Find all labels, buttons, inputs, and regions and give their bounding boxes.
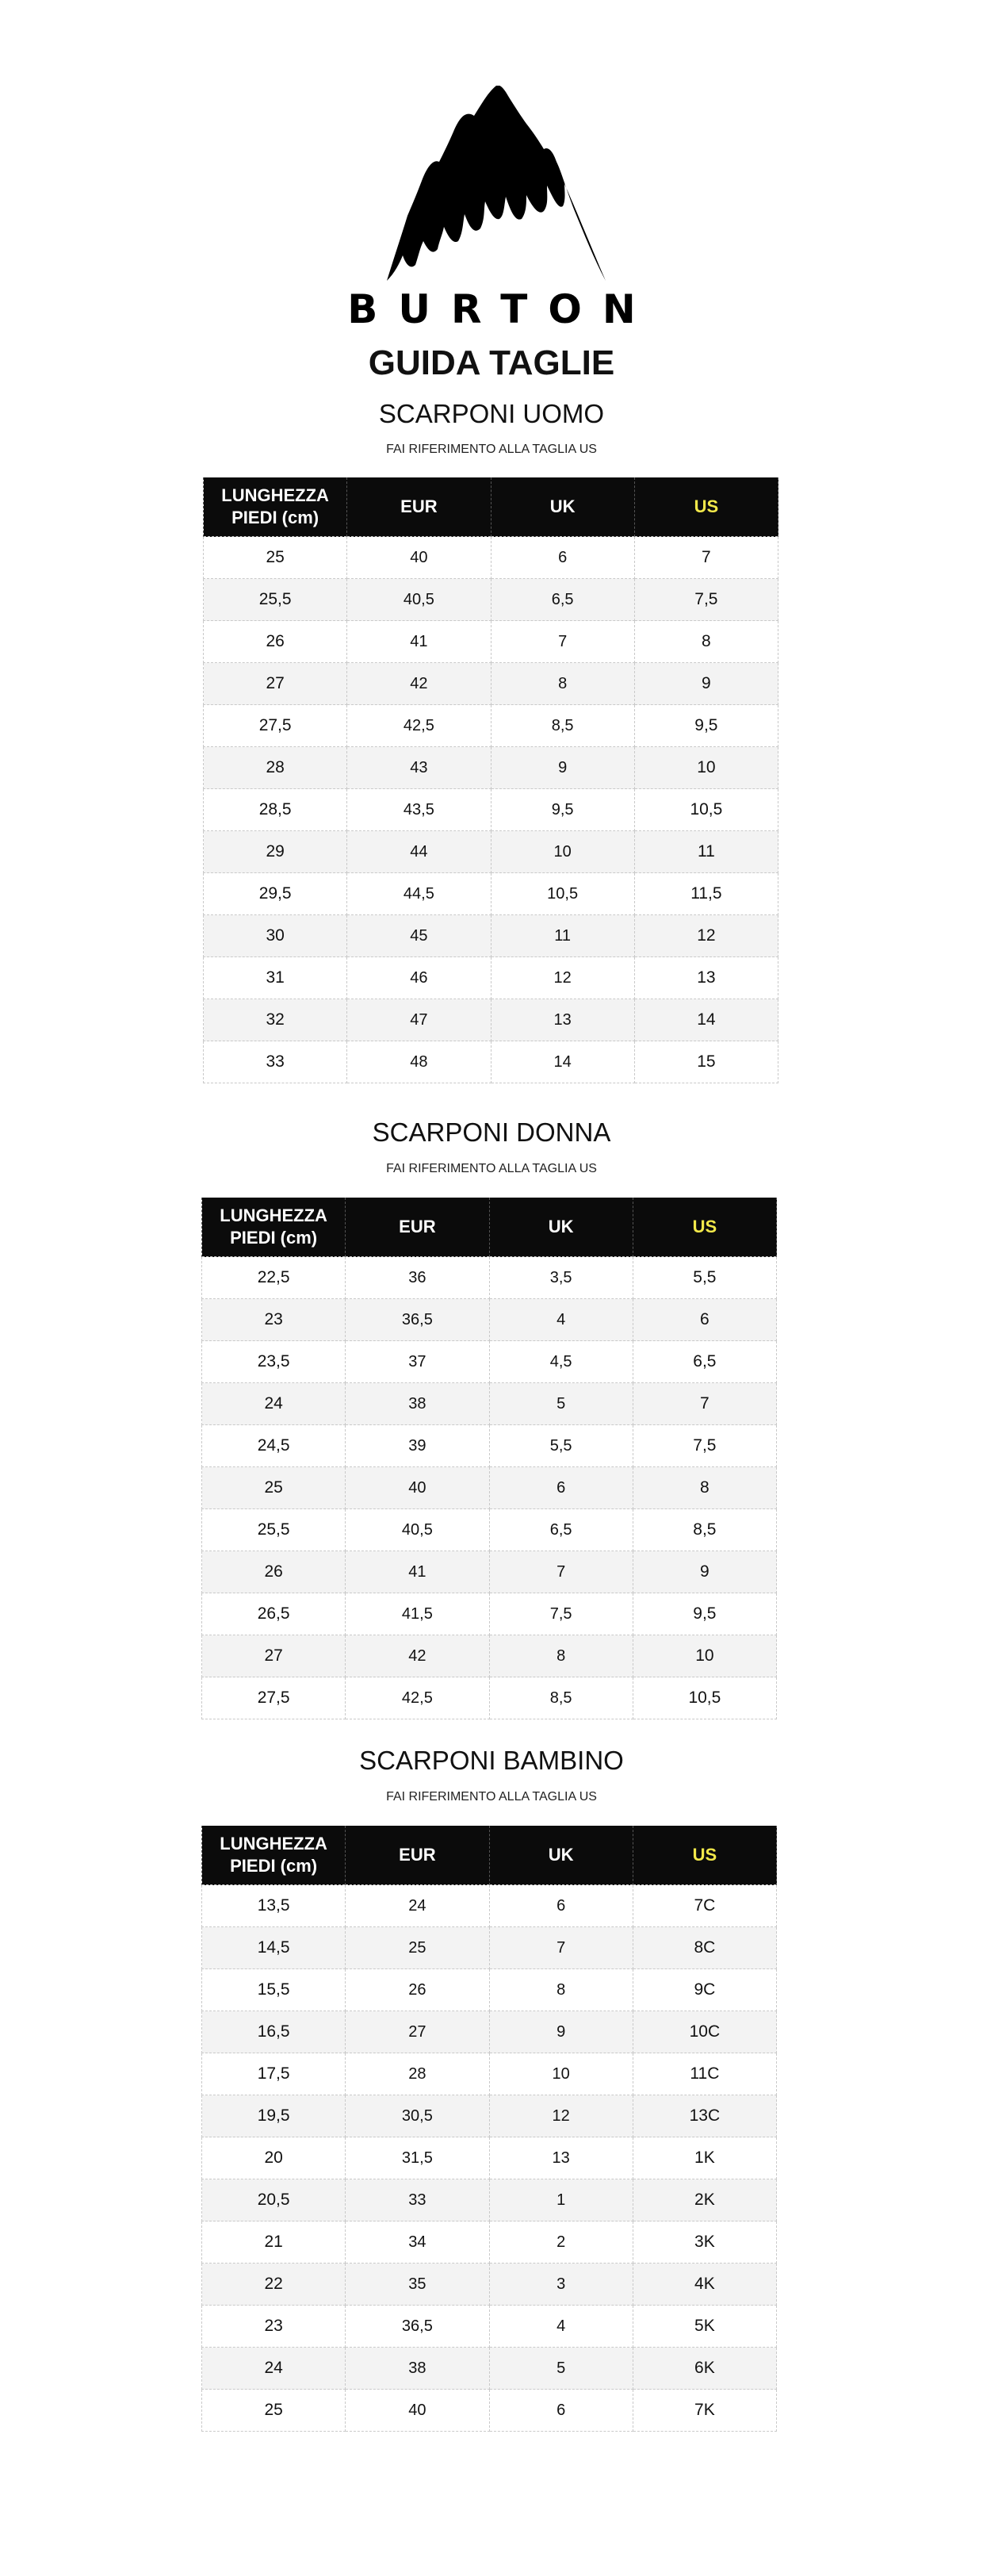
cell-us: 9	[633, 1551, 776, 1593]
cell-us: 2K	[633, 2179, 776, 2221]
cell-eur: 34	[346, 2221, 489, 2264]
cell-us: 10C	[633, 2011, 776, 2053]
column-header-length: LUNGHEZZA PIEDI (cm)	[202, 1826, 346, 1885]
cell-eur: 46	[347, 957, 491, 999]
cell-us: 9	[634, 663, 778, 705]
cell-eur: 30,5	[346, 2095, 489, 2137]
cell-eur: 28	[346, 2053, 489, 2095]
cell-length: 25,5	[204, 579, 347, 621]
cell-eur: 36	[346, 1257, 489, 1299]
column-header-us: US	[634, 477, 778, 537]
cell-uk: 12	[491, 957, 634, 999]
table-header-row	[204, 477, 778, 537]
table-row	[204, 789, 778, 831]
cell-eur: 35	[346, 2264, 489, 2306]
cell-length: 21	[202, 2221, 346, 2264]
cell-uk: 8,5	[489, 1677, 633, 1719]
table-row	[202, 2390, 777, 2432]
cell-length: 23	[202, 1299, 346, 1341]
cell-us: 13	[634, 957, 778, 999]
cell-us: 5K	[633, 2306, 776, 2348]
cell-us: 11C	[633, 2053, 776, 2095]
cell-us: 8	[633, 1467, 776, 1509]
cell-us: 8,5	[633, 1509, 776, 1551]
cell-us: 7C	[633, 1885, 776, 1927]
table-row	[202, 1467, 777, 1509]
table-header-row	[202, 1826, 777, 1885]
cell-eur: 40	[347, 537, 491, 579]
table-row	[202, 1677, 777, 1719]
table-row	[204, 705, 778, 747]
cell-eur: 24	[346, 1885, 489, 1927]
cell-uk: 7	[489, 1927, 633, 1969]
table-row	[204, 1041, 778, 1083]
table-row	[204, 621, 778, 663]
cell-length: 29,5	[204, 873, 347, 915]
section-title-donna: SCARPONI DONNA	[372, 1117, 611, 1147]
cell-eur: 43	[347, 747, 491, 789]
cell-length: 28	[204, 747, 347, 789]
table-row	[202, 2264, 777, 2306]
cell-eur: 48	[347, 1041, 491, 1083]
cell-eur: 45	[347, 915, 491, 957]
cell-us: 8	[634, 621, 778, 663]
cell-eur: 26	[346, 1969, 489, 2011]
cell-us: 12	[634, 915, 778, 957]
cell-uk: 6,5	[491, 579, 634, 621]
cell-us: 10	[633, 1635, 776, 1677]
table-row	[202, 1885, 777, 1927]
table-row	[204, 537, 778, 579]
cell-us: 14	[634, 999, 778, 1041]
cell-length: 27,5	[204, 705, 347, 747]
cell-eur: 44,5	[347, 873, 491, 915]
table-row	[202, 1383, 777, 1425]
brand-wordmark: BURTON	[347, 286, 656, 332]
cell-us: 10,5	[634, 789, 778, 831]
cell-eur: 47	[347, 999, 491, 1041]
table-row	[204, 957, 778, 999]
cell-uk: 10	[489, 2053, 633, 2095]
cell-eur: 36,5	[346, 1299, 489, 1341]
burton-mountain-logo	[387, 86, 606, 281]
cell-uk: 8,5	[491, 705, 634, 747]
cell-us: 7,5	[634, 579, 778, 621]
cell-length: 32	[204, 999, 347, 1041]
table-row	[202, 1341, 777, 1383]
cell-eur: 39	[346, 1425, 489, 1467]
cell-eur: 27	[346, 2011, 489, 2053]
cell-us: 6,5	[633, 1341, 776, 1383]
cell-uk: 4	[489, 2306, 633, 2348]
cell-eur: 31,5	[346, 2137, 489, 2179]
cell-eur: 42	[346, 1635, 489, 1677]
cell-us: 5,5	[633, 1257, 776, 1299]
table-row	[202, 2221, 777, 2264]
table-row	[204, 873, 778, 915]
cell-length: 26	[202, 1551, 346, 1593]
column-header-uk: UK	[489, 1826, 633, 1885]
cell-us: 1K	[633, 2137, 776, 2179]
cell-uk: 3,5	[489, 1257, 633, 1299]
table-header-row	[202, 1198, 777, 1257]
cell-length: 27,5	[202, 1677, 346, 1719]
cell-length: 24	[202, 1383, 346, 1425]
cell-us: 9,5	[634, 705, 778, 747]
cell-length: 25,5	[202, 1509, 346, 1551]
table-row	[204, 747, 778, 789]
table-row	[202, 1969, 777, 2011]
cell-length: 16,5	[202, 2011, 346, 2053]
cell-length: 14,5	[202, 1927, 346, 1969]
cell-uk: 6	[489, 1467, 633, 1509]
table-row	[202, 2179, 777, 2221]
cell-uk: 14	[491, 1041, 634, 1083]
section-title-uomo: SCARPONI UOMO	[378, 399, 605, 428]
cell-length: 20,5	[202, 2179, 346, 2221]
cell-length: 17,5	[202, 2053, 346, 2095]
table-row	[202, 1927, 777, 1969]
cell-uk: 10	[491, 831, 634, 873]
cell-us: 7	[634, 537, 778, 579]
table-row	[202, 1593, 777, 1635]
cell-eur: 36,5	[346, 2306, 489, 2348]
cell-uk: 13	[491, 999, 634, 1041]
cell-eur: 40	[346, 2390, 489, 2432]
cell-length: 25	[204, 537, 347, 579]
size-table-donna	[201, 1198, 777, 1719]
cell-length: 20	[202, 2137, 346, 2179]
table-row	[202, 2348, 777, 2390]
cell-us: 10,5	[633, 1677, 776, 1719]
cell-length: 33	[204, 1041, 347, 1083]
table-row	[202, 1551, 777, 1593]
cell-uk: 9	[491, 747, 634, 789]
cell-uk: 8	[489, 1969, 633, 2011]
cell-us: 8C	[633, 1927, 776, 1969]
column-header-uk: UK	[489, 1198, 633, 1257]
cell-eur: 42,5	[346, 1677, 489, 1719]
cell-length: 26	[204, 621, 347, 663]
cell-us: 9,5	[633, 1593, 776, 1635]
cell-uk: 6	[489, 2390, 633, 2432]
column-header-us: US	[633, 1826, 776, 1885]
cell-uk: 12	[489, 2095, 633, 2137]
cell-eur: 43,5	[347, 789, 491, 831]
cell-eur: 40,5	[346, 1509, 489, 1551]
table-row	[202, 1257, 777, 1299]
cell-uk: 5,5	[489, 1425, 633, 1467]
table-row	[202, 2306, 777, 2348]
cell-uk: 7,5	[489, 1593, 633, 1635]
cell-length: 30	[204, 915, 347, 957]
cell-uk: 4,5	[489, 1341, 633, 1383]
cell-uk: 5	[489, 2348, 633, 2390]
cell-eur: 38	[346, 2348, 489, 2390]
cell-uk: 9	[489, 2011, 633, 2053]
cell-uk: 4	[489, 1299, 633, 1341]
table-row	[202, 1509, 777, 1551]
table-row	[202, 2137, 777, 2179]
cell-us: 9C	[633, 1969, 776, 2011]
cell-us: 11	[634, 831, 778, 873]
table-row	[204, 831, 778, 873]
table-row	[202, 1635, 777, 1677]
cell-uk: 2	[489, 2221, 633, 2264]
cell-uk: 10,5	[491, 873, 634, 915]
size-table-bambino	[201, 1826, 777, 2432]
cell-length: 15,5	[202, 1969, 346, 2011]
section-title-bambino: SCARPONI BAMBINO	[359, 1746, 624, 1775]
cell-uk: 7	[491, 621, 634, 663]
cell-eur: 38	[346, 1383, 489, 1425]
cell-eur: 42	[347, 663, 491, 705]
cell-eur: 40,5	[347, 579, 491, 621]
table-row	[202, 2011, 777, 2053]
cell-uk: 11	[491, 915, 634, 957]
cell-length: 29	[204, 831, 347, 873]
cell-uk: 13	[489, 2137, 633, 2179]
column-header-eur: EUR	[346, 1826, 489, 1885]
cell-length: 27	[202, 1635, 346, 1677]
cell-us: 3K	[633, 2221, 776, 2264]
cell-uk: 6	[491, 537, 634, 579]
cell-length: 22	[202, 2264, 346, 2306]
cell-length: 26,5	[202, 1593, 346, 1635]
cell-length: 27	[204, 663, 347, 705]
column-header-eur: EUR	[346, 1198, 489, 1257]
cell-length: 13,5	[202, 1885, 346, 1927]
column-header-length: LUNGHEZZA PIEDI (cm)	[204, 477, 347, 537]
cell-eur: 41	[347, 621, 491, 663]
cell-us: 7	[633, 1383, 776, 1425]
cell-length: 25	[202, 1467, 346, 1509]
cell-uk: 7	[489, 1551, 633, 1593]
table-row	[204, 999, 778, 1041]
cell-uk: 5	[489, 1383, 633, 1425]
cell-uk: 8	[491, 663, 634, 705]
cell-us: 15	[634, 1041, 778, 1083]
cell-uk: 8	[489, 1635, 633, 1677]
cell-length: 25	[202, 2390, 346, 2432]
cell-us: 11,5	[634, 873, 778, 915]
section-note-bambino: FAI RIFERIMENTO ALLA TAGLIA US	[386, 1790, 597, 1804]
table-row	[204, 579, 778, 621]
cell-length: 23,5	[202, 1341, 346, 1383]
cell-us: 10	[634, 747, 778, 789]
table-row	[204, 663, 778, 705]
cell-eur: 42,5	[347, 705, 491, 747]
size-table-uomo	[203, 477, 778, 1083]
section-note-donna: FAI RIFERIMENTO ALLA TAGLIA US	[386, 1162, 597, 1175]
cell-length: 23	[202, 2306, 346, 2348]
cell-uk: 6	[489, 1885, 633, 1927]
cell-length: 24,5	[202, 1425, 346, 1467]
cell-eur: 37	[346, 1341, 489, 1383]
table-row	[204, 915, 778, 957]
column-header-uk: UK	[491, 477, 634, 537]
cell-uk: 1	[489, 2179, 633, 2221]
cell-length: 19,5	[202, 2095, 346, 2137]
cell-us: 4K	[633, 2264, 776, 2306]
cell-uk: 9,5	[491, 789, 634, 831]
table-row	[202, 1425, 777, 1467]
cell-eur: 44	[347, 831, 491, 873]
table-row	[202, 2053, 777, 2095]
column-header-eur: EUR	[347, 477, 491, 537]
cell-us: 7,5	[633, 1425, 776, 1467]
cell-eur: 40	[346, 1467, 489, 1509]
cell-us: 7K	[633, 2390, 776, 2432]
cell-length: 24	[202, 2348, 346, 2390]
table-row	[202, 2095, 777, 2137]
section-note-uomo: FAI RIFERIMENTO ALLA TAGLIA US	[386, 443, 597, 456]
cell-us: 13C	[633, 2095, 776, 2137]
cell-length: 22,5	[202, 1257, 346, 1299]
cell-us: 6	[633, 1299, 776, 1341]
cell-length: 31	[204, 957, 347, 999]
page-title: GUIDA TAGLIE	[368, 343, 615, 382]
table-row	[202, 1299, 777, 1341]
cell-eur: 33	[346, 2179, 489, 2221]
cell-eur: 25	[346, 1927, 489, 1969]
cell-uk: 6,5	[489, 1509, 633, 1551]
cell-uk: 3	[489, 2264, 633, 2306]
cell-us: 6K	[633, 2348, 776, 2390]
column-header-length: LUNGHEZZA PIEDI (cm)	[202, 1198, 346, 1257]
cell-eur: 41,5	[346, 1593, 489, 1635]
cell-eur: 41	[346, 1551, 489, 1593]
cell-length: 28,5	[204, 789, 347, 831]
column-header-us: US	[633, 1198, 776, 1257]
